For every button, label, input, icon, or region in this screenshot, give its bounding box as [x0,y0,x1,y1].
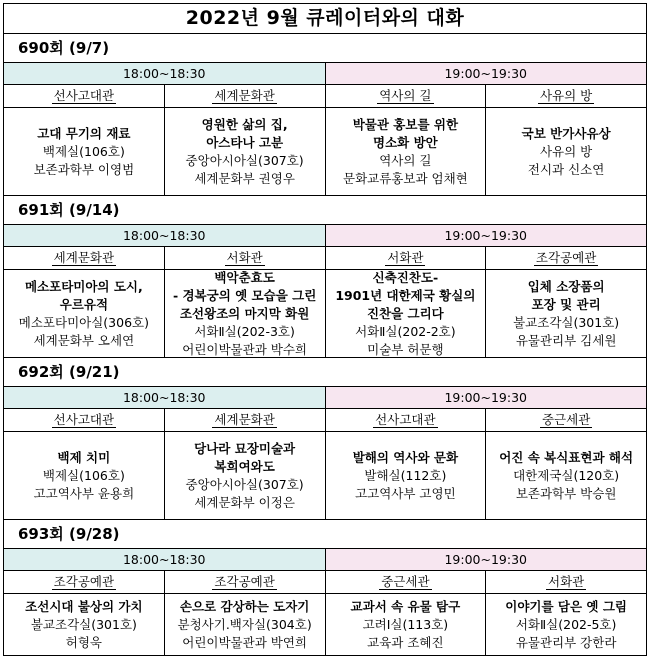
talk-cell [4,108,165,195]
venue-cell [326,247,487,269]
venue-cell [4,571,165,593]
talk-room: 서화Ⅱ실(202-3호) [194,323,295,339]
venue-row [3,85,647,108]
talk-title: 손으로 감상하는 도자기 [179,598,310,614]
talk-title: 발해의 역사와 문화 [352,449,459,465]
talk-speaker: 보존과학부 박승원 [515,485,617,501]
session-header: 690회 (9/7) [3,34,647,62]
talk-room: 메소포타미아실(306호) [18,314,149,330]
talk-room: 발해실(112호) [364,467,447,483]
talk-title: 교과서 속 유물 탐구 [350,598,461,614]
talk-title: 영원한 삶의 집, 아스타나 고분 [201,116,288,150]
talk-title: 이야기를 담은 옛 그림 [505,598,627,614]
talk-cell [326,432,487,519]
talk-room: 대한제국실(120호) [513,467,620,483]
venue-label: 선사고대관 [375,412,436,427]
talk-room: 불교조각실(301호) [513,314,620,330]
talk-room: 백제실(106호) [42,467,125,483]
venue-cell [165,247,326,269]
venue-cell [486,85,646,107]
talk-room: 중앙아시아실(307호) [185,476,304,492]
talk-title: 메소포타미아의 도시, 우르유적 [24,278,143,312]
venue-label: 역사의 길 [379,88,432,103]
venue-label: 사유의 방 [539,88,593,103]
venue-cell [326,571,487,593]
venue-label: 조각공예관 [535,250,597,265]
venue-row [3,409,647,432]
morning-time: 18:00~18:30 [4,549,326,570]
talk-cell [486,108,646,195]
talk-speaker: 어린이박물관과 박연희 [182,634,307,650]
session-header: 691회 (9/14) [3,196,647,224]
talk-title: 어진 속 복식표현과 해석 [499,449,634,465]
talk-cell [486,270,646,357]
time-row [3,62,647,85]
talk-cell [165,432,326,519]
talk-title: 국보 반가사유상 [521,125,611,141]
talk-speaker: 고고역사부 고영민 [355,485,456,501]
venue-label: 세계문화관 [53,250,115,265]
talk-speaker: 미술부 허문행 [367,341,444,357]
time-row [3,224,647,247]
talk-room: 서화Ⅱ실(202-2호) [355,323,456,339]
venue-cell [4,409,165,431]
venue-cell [326,85,487,107]
venue-label: 서화관 [548,574,585,589]
talk-title: 고대 무기의 재료 [37,125,131,141]
venue-row [3,247,647,270]
content-row [3,432,647,520]
talk-cell [4,594,165,655]
talk-cell [4,270,165,357]
venue-cell [486,571,646,593]
page-title: 2022년 9월 큐레이터와의 대화 [3,3,647,34]
venue-cell [4,247,165,269]
venue-label: 세계문화관 [214,412,275,427]
venue-cell [165,409,326,431]
content-row [3,270,647,358]
talk-room: 역사의 길 [379,152,432,168]
talk-title: 백제 치미 [57,449,111,465]
morning-time: 18:00~18:30 [4,387,326,408]
talk-cell [4,432,165,519]
talk-cell [326,270,487,357]
venue-cell [165,571,326,593]
talk-speaker: 교육과 조혜진 [367,634,444,650]
venue-label: 세계문화관 [214,88,275,103]
venue-row [3,571,647,594]
content-row [3,594,647,656]
talk-room: 중앙아시아실(307호) [185,152,304,168]
talk-speaker: 보존과학부 이영범 [33,161,135,177]
talk-room: 사유의 방 [539,143,593,159]
venue-cell [4,85,165,107]
talk-title: 당나라 묘장미술과 복희여와도 [194,440,296,474]
session-header: 692회 (9/21) [3,358,647,386]
talk-speaker: 어린이박물관과 박수희 [182,341,307,357]
talk-cell [165,594,326,655]
venue-cell [326,409,487,431]
morning-time: 18:00~18:30 [4,63,326,84]
talk-speaker: 유물관리부 강한라 [515,634,617,650]
talk-title: 신축진찬도- 1901년 대한제국 황실의 진찬을 그리다 [335,269,476,321]
talk-title: 박물관 홍보를 위한 명소화 방안 [352,116,459,150]
talk-title: 입체 소장품의 포장 및 관리 [527,278,605,312]
venue-label: 서화관 [226,250,263,265]
talk-cell [165,270,326,357]
talk-room: 불교조각실(301호) [30,616,137,632]
venue-label: 중근세관 [381,574,430,589]
talk-title: 조선시대 불상의 가치 [25,598,143,614]
session-block [3,358,647,520]
talk-cell [326,108,487,195]
time-row [3,548,647,571]
talk-speaker: 세계문화부 권영우 [194,170,295,186]
talk-speaker: 전시과 신소연 [527,161,605,177]
venue-label: 중근세관 [541,412,591,427]
venue-label: 선사고대관 [53,88,115,103]
talk-room: 백제실(106호) [42,143,125,159]
venue-cell [486,409,646,431]
talk-speaker: 유물관리부 김세원 [515,332,617,348]
venue-label: 조각공예관 [53,574,115,589]
talk-speaker: 세계문화부 오세연 [33,332,135,348]
talk-room: 서화Ⅱ실(202-5호) [515,616,617,632]
talk-speaker: 문화교류홍보과 엄채현 [343,170,468,186]
talk-cell [165,108,326,195]
talk-speaker: 허형욱 [65,634,102,650]
venue-label: 서화관 [387,250,424,265]
session-block [3,34,647,196]
talk-title: 백악춘효도 - 경복궁의 옛 모습을 그린 조선왕조의 마지막 화원 [172,269,317,321]
evening-time: 19:00~19:30 [326,549,647,570]
venue-cell [165,85,326,107]
time-row [3,386,647,409]
talk-cell [486,594,646,655]
evening-time: 19:00~19:30 [326,387,647,408]
schedule-table [3,3,647,669]
session-block [3,520,647,656]
talk-speaker: 세계문화부 이정은 [194,494,295,510]
session-header: 693회 (9/28) [3,520,647,548]
evening-time: 19:00~19:30 [326,63,647,84]
morning-time: 18:00~18:30 [4,225,326,246]
evening-time: 19:00~19:30 [326,225,647,246]
talk-cell [326,594,487,655]
venue-label: 선사고대관 [53,412,115,427]
venue-label: 조각공예관 [214,574,275,589]
talk-room: 고려Ⅰ실(113호) [362,616,449,632]
content-row [3,108,647,196]
venue-cell [486,247,646,269]
talk-cell [486,432,646,519]
session-block [3,196,647,358]
talk-room: 분청사기.백자실(304호) [177,616,312,632]
talk-speaker: 고고역사부 윤용희 [33,485,135,501]
